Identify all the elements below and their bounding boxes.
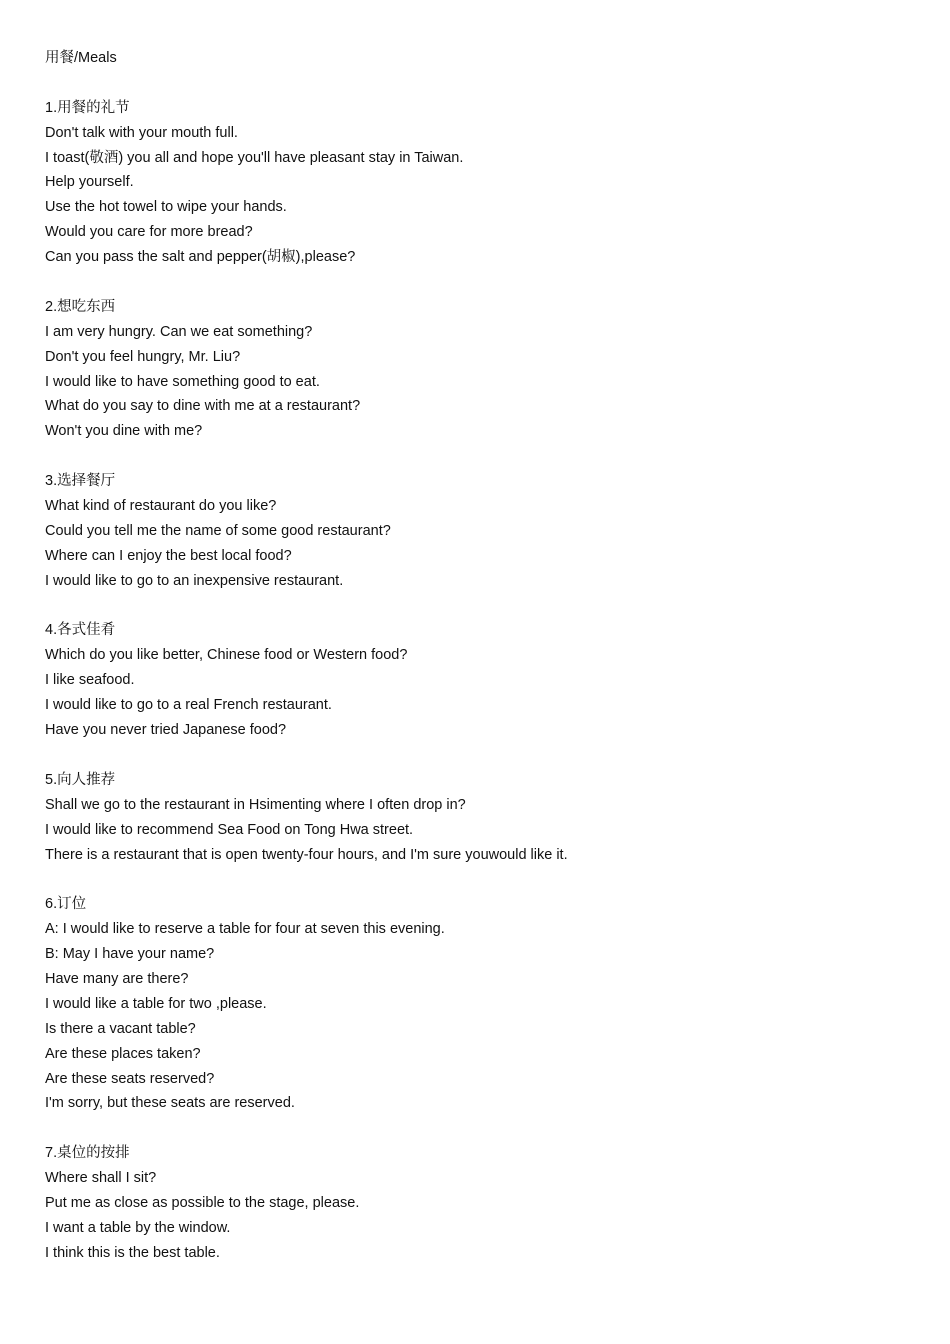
text-line: Would you care for more bread? (45, 224, 253, 241)
text-line: I am very hungry. Can we eat something? (45, 323, 313, 340)
text-line: Don't talk with your mouth full. (45, 124, 238, 141)
section-7 (45, 1141, 925, 1265)
document-title: 用餐/Meals (45, 50, 117, 66)
spacer (45, 71, 925, 96)
text-line: What kind of restaurant do you like? (45, 498, 277, 515)
text-line: I would like to recommend Sea Food on Tong Hwa street. (45, 821, 414, 838)
text-line: Won't you dine with me? (45, 423, 203, 440)
text-line: Where shall I sit? (45, 1170, 157, 1187)
text-line: Use the hot towel to wipe your hands. (45, 199, 287, 216)
text-line: Is there a vacant table? (45, 1020, 196, 1037)
text-line: I would like a table for two ,please. (45, 995, 267, 1012)
document-page (45, 46, 925, 1266)
text-line: I like seafood. (45, 672, 135, 689)
section-5 (45, 768, 925, 868)
text-line: Are these seats reserved? (45, 1070, 215, 1087)
spacer (45, 444, 925, 469)
text-line: Help yourself. (45, 174, 134, 191)
text-line: Put me as close as possible to the stage, please. (45, 1194, 360, 1211)
text-line: Can you pass the salt and pepper(胡椒),please? (45, 249, 356, 266)
text-line: Are these places taken? (45, 1045, 201, 1062)
text-line: Where can I enjoy the best local food? (45, 547, 292, 564)
text-line: Have many are there? (45, 970, 189, 987)
section-3 (45, 469, 925, 593)
section-heading: 5.向人推荐 (45, 771, 116, 788)
text-line: B: May I have your name? (45, 946, 215, 963)
section-1 (45, 96, 925, 270)
section-heading: 2.想吃东西 (45, 298, 116, 315)
text-line: I would like to have something good to eat. (45, 373, 320, 390)
section-heading: 3.选择餐厅 (45, 473, 116, 490)
section-4 (45, 618, 925, 742)
spacer (45, 270, 925, 295)
text-line: What do you say to dine with me at a restaurant? (45, 398, 361, 415)
spacer (45, 594, 925, 619)
section-6 (45, 892, 925, 1116)
text-line: Have you never tried Japanese food? (45, 722, 287, 739)
section-heading: 7.桌位的按排 (45, 1145, 130, 1162)
section-heading: 4.各式佳肴 (45, 622, 116, 639)
spacer (45, 743, 925, 768)
text-line: I toast(敬酒) you all and hope you'll have pleasant stay in Taiwan. (45, 149, 464, 166)
text-line: Don't you feel hungry, Mr. Liu? (45, 348, 241, 365)
section-heading: 1.用餐的礼节 (45, 99, 130, 116)
text-line: There is a restaurant that is open twenty-four hours, and I'm sure youwould like it. (45, 846, 568, 863)
text-line: I want a table by the window. (45, 1219, 231, 1236)
text-line: Which do you like better, Chinese food or Western food? (45, 647, 408, 664)
text-line: I think this is the best table. (45, 1244, 220, 1261)
spacer (45, 1116, 925, 1141)
text-line: I would like to go to an inexpensive restaurant. (45, 572, 344, 589)
section-2 (45, 295, 925, 444)
text-line: I'm sorry, but these seats are reserved. (45, 1095, 295, 1112)
spacer (45, 867, 925, 892)
text-line: Could you tell me the name of some good restaurant? (45, 522, 391, 539)
text-line: Shall we go to the restaurant in Hsimenting where I often drop in? (45, 796, 466, 813)
text-line: A: I would like to reserve a table for four at seven this evening. (45, 921, 445, 938)
section-heading: 6.订位 (45, 896, 87, 913)
text-line: I would like to go to a real French restaurant. (45, 697, 332, 714)
